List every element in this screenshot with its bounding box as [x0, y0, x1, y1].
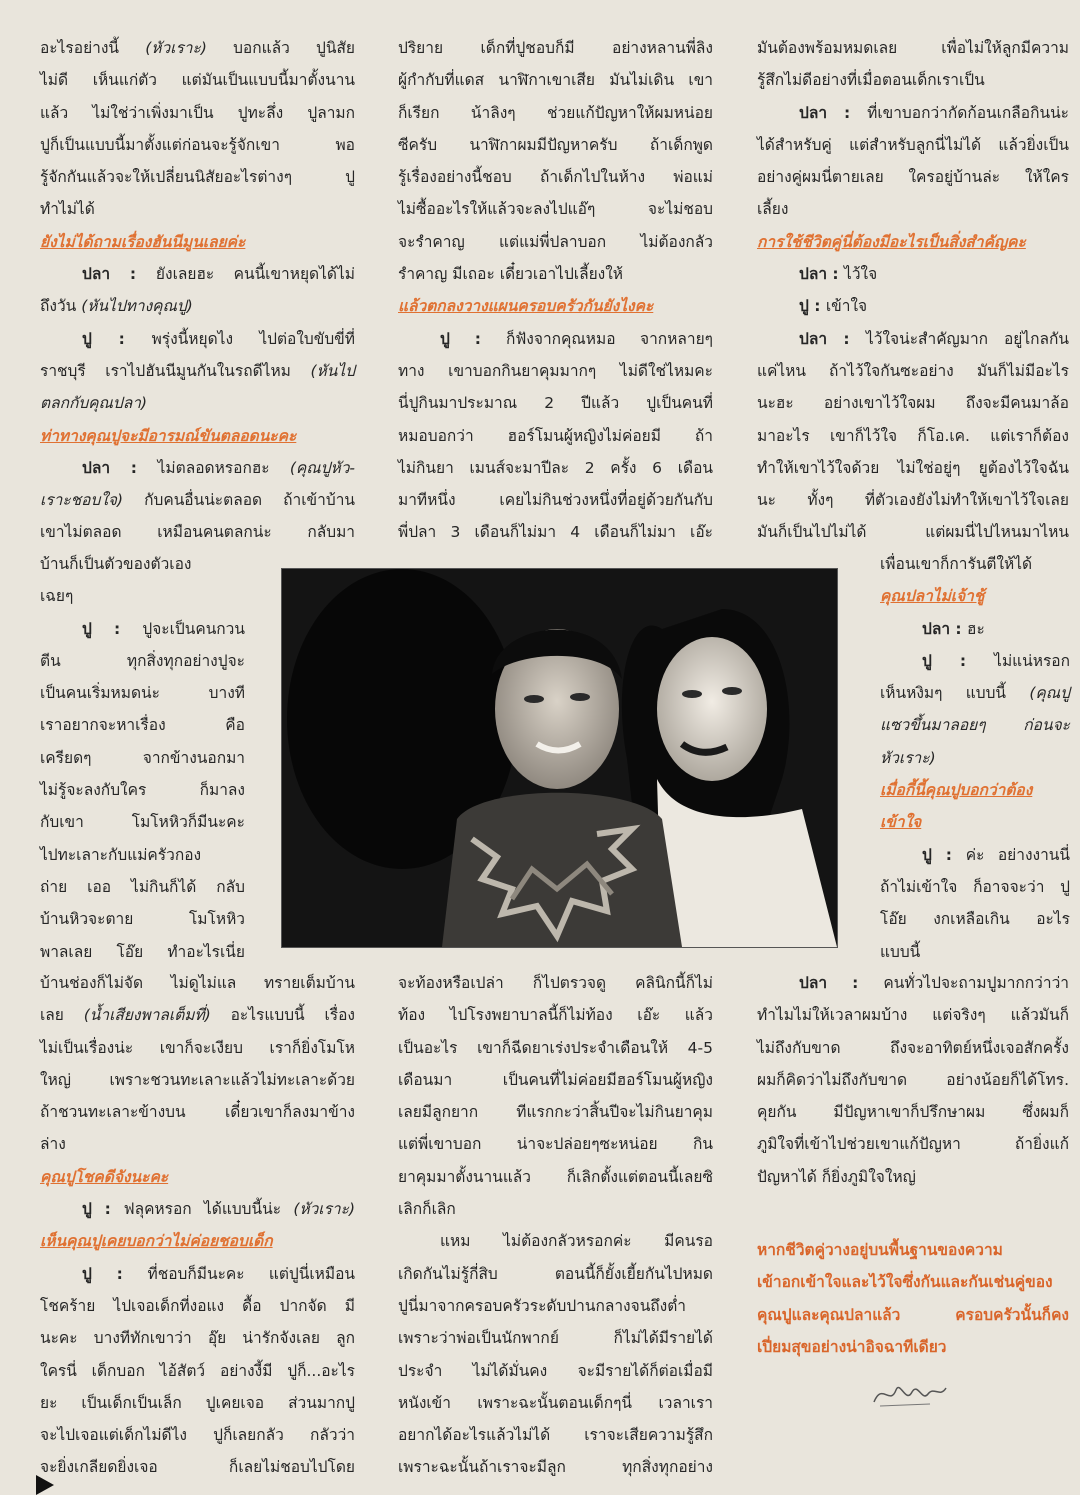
author-signature — [870, 1376, 950, 1412]
text-segment: ใครนี่ เด็กบอก ไอ้สัตว์ อย่างงี้มี ปูก็...อะไร — [40, 1361, 355, 1380]
text-segment: เป็นคนเริ่มหมดน่ะ บางที — [40, 684, 245, 703]
question-line — [880, 580, 1070, 612]
text-segment: นะ ทั้งๆ ที่ตัวเองยังไม่ทำให้เขาไว้ใจเลย — [757, 491, 1069, 510]
text-segment: เราอยากจะหาเรื่อง คือ — [40, 716, 245, 735]
column-1-wrap — [40, 548, 245, 968]
text-segment: เครียดๆ จากข้างนอกมา — [40, 748, 245, 767]
text-segment: บอกแล้ว ปูนิสัย — [206, 39, 355, 57]
text-segment: ไม่ซื้ออะไรให้แล้วจะลงไปแอ๊ๆ จะไม่ชอบ — [398, 200, 713, 219]
text-line — [757, 1161, 1069, 1193]
text-line — [40, 1419, 355, 1451]
text-segment: มันก็เป็นไปไม่ได้ แต่ผมนี่ไปไหนมาไหน — [757, 523, 1069, 542]
text-segment: ทำไม่ได้ — [40, 200, 95, 219]
text-segment: ยาคุมมาตั้งนานแล้ว ก็เลิกตั้งแต่ตอนนี้เลยซิ — [398, 1167, 713, 1186]
text-line — [398, 387, 713, 419]
text-line — [880, 709, 1070, 741]
speaker-label: ปลา : — [82, 458, 158, 477]
text-segment: พี่ปลา 3 เดือนก็ไม่มา 4 เดือนก็ไม่มา เอ๊ะ — [398, 523, 713, 542]
text-segment: พรุ่งนี้หยุดไง ไปต่อใบขับขี่ที่ — [151, 329, 355, 348]
text-segment: บ้านก็เป็นตัวของตัวเอง — [40, 555, 192, 573]
speaker-label: ปู : — [82, 1200, 124, 1219]
text-segment: คุยกัน มีปัญหาเขาก็ปรึกษาผม ซึ่งผมก็ — [757, 1103, 1069, 1122]
text-line — [757, 97, 1069, 129]
text-line — [40, 645, 245, 677]
speaker-label: ปู : — [799, 297, 826, 316]
text-segment: ที่ชอบก็มีนะคะ แต่ปูนี่เหมือน — [147, 1264, 355, 1283]
column-1-top — [40, 32, 355, 549]
text-segment: อยากได้อะไรแล้วไม่ได้ เราจะเสียความรู้สึก — [398, 1426, 713, 1445]
speaker-label: ปู : — [82, 329, 152, 348]
text-line — [40, 129, 355, 161]
text-segment: รู้สึกไม่ดีอย่างที่เมื่อตอนเด็กเราเป็น — [757, 71, 985, 90]
column-2-top — [398, 32, 713, 549]
text-line — [40, 936, 245, 968]
text-line — [398, 1258, 713, 1290]
text-line — [757, 420, 1069, 452]
text-segment: ใหญ่ เพราะชวนทะเลาะแล้วไม่ทะเลาะด้วย — [40, 1070, 355, 1089]
text-segment: ท้อง ไปโรงพยาบาลนี้ก็ไม่ท้อง เอ๊ะ แล้ว — [398, 1006, 713, 1025]
text-segment: ก็ฟังจากคุณหมอ จากหลายๆ — [505, 329, 713, 348]
text-segment: รู้จักกันแล้วจะให้เปลี่ยนนิสัยอะไรต่างๆ ปู — [40, 168, 355, 187]
column-3-top — [757, 32, 1069, 549]
text-segment: (หัวเราะ) — [145, 39, 207, 57]
text-line — [398, 193, 713, 225]
text-segment: ท่าทางคุณปูจะมีอารมณ์ขันตลอดนะคะ — [40, 426, 297, 445]
text-line — [40, 839, 245, 871]
text-segment: เข้าใจ — [825, 297, 868, 316]
text-segment: ตลกกับคุณปลา) — [40, 394, 148, 413]
text-segment: รู้เรื่องอย่างนี้ชอบ ถ้าเด็กไปในห้าง พ่อแม่ — [398, 168, 713, 187]
text-segment: เข้าใจ — [880, 813, 922, 832]
question-line — [40, 1161, 355, 1193]
speaker-label: ปลา : — [799, 974, 884, 992]
text-line — [40, 323, 355, 355]
text-line — [398, 1128, 713, 1160]
text-line — [757, 161, 1069, 193]
text-segment: ทำไมไม่ให้เวลาผมบ้าง แต่จริงๆ แล้วมันก็ — [757, 1006, 1069, 1025]
text-segment: แหม ไม่ต้องกลัวหรอกค่ะ มีคนรอ — [440, 1232, 713, 1251]
text-line — [40, 1128, 355, 1160]
text-segment: ก็เรียก น้าลิงๆ ช่วยแก้ปัญหาให้ผมหน่อย — [398, 103, 713, 122]
text-segment: นะฮะ อย่างเขาไว้ใจผม ถึงจะมีคนมาล้อ — [757, 394, 1069, 413]
text-line — [40, 1290, 355, 1322]
text-segment: ไม่ดี เห็นแก่ตัว แต่มันเป็นแบบนี้มาตั้งนาน — [40, 71, 355, 90]
text-line — [757, 355, 1069, 387]
text-line — [880, 839, 1070, 871]
text-segment: แล้วตกลงวางแผนครอบครัวกันยังไงคะ — [398, 297, 654, 316]
text-segment: ปริยาย เด็กที่ปูชอบก็มี อย่างหลานพี่ลิง — [398, 39, 713, 57]
text-segment: หัวเราะ) — [880, 748, 936, 767]
text-line — [880, 871, 1070, 903]
speaker-label: ปลา : — [922, 619, 968, 638]
text-segment: (หันไป — [310, 361, 355, 380]
speaker-label: ปลา : — [799, 265, 845, 284]
text-segment: คุณปูโชคดีจังนะคะ — [40, 1167, 169, 1186]
text-segment: ตีน ทุกสิ่งทุกอย่างปูจะ — [40, 651, 245, 670]
text-segment: ถ่าย เออ ไม่กินก็ได้ กลับ — [40, 877, 245, 896]
text-segment: คุณปลาไม่เจ้าชู้ — [880, 587, 985, 606]
text-line — [398, 129, 713, 161]
text-line — [398, 64, 713, 96]
text-line — [398, 1064, 713, 1096]
text-segment: จะไปเจอแต่เด็กไม่ดีไง ปูก็เลยกลัว กลัวว่า — [40, 1426, 355, 1445]
text-segment: ปูจะเป็นคนกวน — [142, 619, 245, 638]
text-segment: ที่เขาบอกว่ากัดก้อนเกลือกินน่ะ — [867, 103, 1069, 122]
text-line — [398, 258, 713, 290]
text-segment: มาอะไร เขาก็ไว้ใจ ก็โอ.เค. แต่เราก็ต้อง — [757, 426, 1069, 445]
text-segment: จะยิ่งเกลียดยิ่งเจอ ก็เลยไม่ชอบไปโดย — [40, 1458, 355, 1477]
text-segment: แล้ว ไม่ใช่ว่าเพิ่งมาเป็น ปูทะลึ่ง ปูลามก — [40, 103, 355, 122]
text-line — [398, 1419, 713, 1451]
text-segment: ไม่ตลอดหรอกฮะ — [157, 458, 290, 477]
text-line — [757, 129, 1069, 161]
text-line — [398, 516, 713, 548]
pull-quote-line: เข้าอกเข้าใจและไว้ใจซึ่งกันและกันเช่นคู่ของ — [757, 1273, 1053, 1292]
text-segment: ซีครับ นาฬิกาผมมีปัญหาครับ ถ้าเด็กพูด — [398, 135, 713, 154]
text-line — [880, 645, 1070, 677]
text-line — [40, 516, 355, 548]
text-segment: ยะ เป็นเด็กเป็นเล็ก ปูเคยเจอ ส่วนมากปู — [40, 1393, 355, 1412]
text-line — [40, 258, 355, 290]
text-line — [40, 64, 355, 96]
text-line — [398, 452, 713, 484]
question-line — [40, 420, 355, 452]
text-line — [40, 452, 355, 484]
speaker-label: ปู : — [922, 845, 966, 864]
pull-quote-line: คุณปูและคุณปลาแล้ว ครอบครัวนั้นก็คง — [757, 1305, 1069, 1324]
text-segment: แค่ไหน ถ้าไว้ใจกันซะอย่าง มันก็ไม่มีอะไร — [757, 361, 1069, 380]
text-line — [40, 1193, 355, 1225]
text-line — [757, 193, 1069, 225]
text-line — [40, 32, 355, 64]
text-segment: ยังเลยฮะ คนนี้เขาหยุดได้ไม่ — [155, 265, 355, 284]
text-segment: ไม่ถึงกับขาด ถึงจะอาทิตย์หนึ่งเจอสักครั้ง — [757, 1038, 1069, 1057]
text-line — [40, 806, 245, 838]
pull-quote — [757, 1234, 1069, 1363]
text-segment: ฟลุคหรอก ได้แบบนี้น่ะ — [123, 1200, 294, 1219]
column-1-bottom — [40, 967, 355, 1484]
text-line — [398, 1451, 713, 1483]
text-line — [757, 32, 1069, 64]
text-segment: อะไรอย่างนี้ — [40, 39, 146, 57]
text-line — [757, 64, 1069, 96]
text-line — [880, 742, 1070, 774]
text-segment: มันต้องพร้อมหมดเลย เพื่อไม่ให้ลูกมีความ — [757, 39, 1069, 57]
text-line — [40, 97, 355, 129]
text-segment: บ้านหิวจะตาย โมโหหิว — [40, 910, 245, 929]
text-segment: ไม่แน่หรอก — [994, 651, 1070, 670]
text-segment: ภูมิใจที่เข้าไปช่วยเขาแก้ปัญหา ถ้ายิ่งแก้ — [757, 1135, 1069, 1154]
text-segment: เป็นอะไร เขาก็ฉีดยาเร่งประจำเดือนให้ 4-5 — [398, 1038, 713, 1057]
text-line — [40, 1096, 355, 1128]
text-line — [398, 1355, 713, 1387]
question-line — [398, 290, 713, 322]
text-segment: (น้ำเสียงพาลเต็มที่) — [83, 1006, 211, 1025]
text-segment: ปูก็เป็นแบบนี้มาตั้งแต่ก่อนจะรู้จักเขา พอ — [40, 135, 355, 154]
text-segment: รำคาญ มีเถอะ เดี๋ยวเอาไปเลี้ยงให้ — [398, 265, 624, 284]
text-line — [880, 613, 1070, 645]
question-line — [40, 1225, 355, 1257]
text-segment: ถ้าไม่เข้าใจ ก็อาจจะว่า ปู — [880, 877, 1070, 896]
text-line — [40, 774, 245, 806]
text-segment: (คุณปูหัว- — [289, 458, 355, 477]
text-segment: ไม่รู้จะลงกับใคร ก็มาลง — [40, 781, 245, 800]
text-segment: หนังเข้า เพราะฉะนั้นตอนเด็กๆนี่ เวลาเรา — [398, 1393, 713, 1412]
text-segment: ประจำ ไม่ได้มั่นคง จะมีรายได้ก็ต่อเมื่อมี — [398, 1361, 713, 1380]
text-segment: คนทั่วไปจะถามปูมากกว่าว่า — [883, 974, 1069, 992]
text-line — [757, 452, 1069, 484]
text-segment: โชคร้าย ไปเจอเด็กที่งอแง ดื้อ ปากจัด มี — [40, 1296, 355, 1315]
text-segment: ฮะ — [967, 619, 985, 638]
text-line — [757, 323, 1069, 355]
text-line — [757, 999, 1069, 1031]
column-3-bottom — [757, 967, 1069, 1193]
text-segment: (คุณปู — [1029, 684, 1070, 703]
text-segment: ไม่กินยา เมนส์จะมาปีละ 2 ครั้ง 6 เดือน — [398, 458, 713, 477]
text-segment: ได้สำหรับคู่ แต่สำหรับลูกนี่ไม่ได้ แล้วยิ่งเป็น — [757, 135, 1069, 154]
text-line — [40, 871, 245, 903]
text-line — [398, 1161, 713, 1193]
pull-quote-line: หากชีวิตคู่วางอยู่บนพื้นฐานของความ — [757, 1241, 1003, 1259]
text-line — [398, 1032, 713, 1064]
text-line — [40, 1387, 355, 1419]
text-line — [398, 1193, 713, 1225]
text-segment: กับคนอื่นน่ะตลอด ถ้าเข้าบ้าน — [123, 491, 355, 510]
text-line — [40, 355, 355, 387]
text-line — [398, 226, 713, 258]
text-segment: กับเขา โมโหหิวก็มีนะคะ — [40, 813, 245, 832]
text-segment: โอ๊ย งกเหลือเกิน อะไร — [880, 910, 1070, 929]
speaker-label: ปลา : — [82, 265, 156, 284]
text-segment: อะไรแบบนี้ เรื่อง — [210, 1006, 355, 1025]
speaker-label: ปลา : — [799, 103, 868, 122]
text-line — [880, 936, 1070, 968]
page-arrow-icon — [36, 1475, 54, 1495]
speaker-label: ปู : — [82, 619, 143, 638]
text-segment: ผมก็คิดว่าไม่ถึงกับขาด อย่างน้อยก็ได้โทร. — [757, 1070, 1069, 1089]
question-line — [40, 226, 355, 258]
text-segment: ถ้าชวนทะเลาะข้างบน เดี๋ยวเขาก็ลงมาข้าง — [40, 1103, 355, 1122]
text-line — [40, 677, 245, 709]
text-line — [40, 1355, 355, 1387]
text-segment: ไปทะเลาะกับแม่ครัวกอง — [40, 845, 202, 864]
text-segment: เพราะว่าพ่อเป็นนักพากย์ ก็ไม่ได้มีรายได้ — [398, 1329, 713, 1348]
text-line — [757, 967, 1069, 999]
speaker-label: ปู : — [440, 329, 506, 348]
text-segment: แต่พี่เขาบอก น่าจะปล่อยๆซะหน่อย กิน — [398, 1135, 713, 1154]
text-segment: จะรำคาญ แต่แม่พี่ปลาบอก ไม่ต้องกลัว — [398, 232, 713, 251]
text-line — [40, 484, 355, 516]
text-segment: ผู้กำกับที่แดส นาฬิกาเขาเสีย มันไม่เดิน เขา — [398, 71, 713, 90]
text-segment: พาลเลย โอ๊ย ทำอะไรเนี่ย — [40, 942, 245, 961]
text-line — [757, 1096, 1069, 1128]
text-line — [40, 1322, 355, 1354]
speaker-label: ปู : — [922, 651, 995, 670]
text-segment: อย่างคู่ผมนี่ตายเลย ใครอยู่บ้านล่ะ ให้ใคร — [757, 168, 1069, 187]
text-segment: เกิดกันไม่รู้กี่สิบ ตอนนี้ก็ยั้งเยี้ยกันไปหมด — [398, 1264, 713, 1283]
text-line — [40, 999, 355, 1031]
text-line — [40, 1032, 355, 1064]
text-segment: มาทีหนึ่ง เคยไม่กินช่วงหนึ่งที่อยู่ด้วยกันกับ — [398, 491, 713, 510]
text-segment: ล่าง — [40, 1135, 66, 1154]
text-line — [398, 1322, 713, 1354]
text-line — [398, 999, 713, 1031]
text-segment: การใช้ชีวิตคู่นี่ต้องมีอะไรเป็นสิ่งสำคัญคะ — [757, 232, 1026, 251]
text-line — [40, 387, 355, 419]
text-line — [757, 1064, 1069, 1096]
text-segment: เราะชอบใจ) — [40, 491, 124, 510]
couple-photo — [281, 568, 838, 948]
text-line — [880, 677, 1070, 709]
text-line — [40, 193, 355, 225]
text-segment: ราชบุรี เราไปฮันนีมูนกันในรถดีไหม — [40, 361, 311, 380]
text-line — [40, 1258, 355, 1290]
text-line — [40, 967, 355, 999]
text-line — [398, 1290, 713, 1322]
text-segment: เลี้ยง — [757, 200, 789, 219]
speaker-label: ปู : — [82, 1264, 148, 1283]
text-line — [40, 290, 355, 322]
text-line — [757, 1128, 1069, 1160]
text-segment: นะคะ บางทีทักเขาว่า อุ๊ย น่ารักจังเลย ลูก — [40, 1329, 355, 1348]
text-segment: ปูนี่มาจากครอบครัวระดับปานกลางจนถึงต่ำ — [398, 1296, 687, 1315]
text-line — [398, 161, 713, 193]
text-segment: เห็นคุณปูเคยบอกว่าไม่ค่อยชอบเด็ก — [40, 1232, 273, 1251]
text-segment: ไว้ใจน่ะสำคัญมาก อยู่ไกลกัน — [865, 329, 1069, 348]
text-line — [757, 484, 1069, 516]
text-segment: เพราะฉะนั้นถ้าเราจะมีลูก ทุกสิ่งทุกอย่าง — [398, 1458, 713, 1477]
text-segment: ถึงวัน — [40, 297, 82, 316]
text-line — [398, 1096, 713, 1128]
text-line — [398, 1387, 713, 1419]
text-segment: หมอบอกว่า ฮอร์โมนผู้หญิงไม่ค่อยมี ถ้า — [398, 426, 713, 445]
text-segment: เลย — [40, 1006, 84, 1025]
text-line — [398, 32, 713, 64]
question-line — [757, 226, 1069, 258]
text-line — [880, 903, 1070, 935]
question-line — [880, 774, 1070, 806]
text-line — [398, 1225, 713, 1257]
text-segment: ยังไม่ได้ถามเรื่องฮันนีมูนเลยค่ะ — [40, 232, 246, 251]
text-line — [398, 97, 713, 129]
text-segment: บ้านช่องก็ไม่จัด ไม่ดูไม่แล ทรายเต็มบ้าน — [40, 974, 355, 992]
text-segment: ทาง เขาบอกกินยาคุมมากๆ ไม่ดีใช่ไหมคะ — [398, 361, 713, 380]
speaker-label: ปลา : — [799, 329, 866, 348]
column-3-wrap — [880, 548, 1070, 968]
text-line — [398, 484, 713, 516]
text-segment: ไว้ใจ — [844, 265, 878, 284]
text-line — [398, 355, 713, 387]
text-line — [757, 387, 1069, 419]
text-line — [40, 709, 245, 741]
text-segment: ไม่เป็นเรื่องน่ะ เขาก็จะเงียบ เราก็ยิ่งโมโห — [40, 1038, 355, 1057]
text-segment: เขาไม่ตลอด เหมือนคนตลกน่ะ กลับมา — [40, 523, 355, 542]
text-line — [40, 580, 245, 612]
text-line — [40, 548, 245, 580]
text-line — [757, 290, 1069, 322]
text-line — [398, 323, 713, 355]
text-segment: (หันไปทางคุณปู) — [81, 297, 193, 316]
pull-quote-line: เปี่ยมสุขอย่างน่าอิจฉาทีเดียว — [757, 1337, 947, 1356]
text-line — [40, 903, 245, 935]
text-segment: จะท้องหรือเปล่า ก็ไปตรวจดู คลินิกนี้ก็ไม่ — [398, 974, 713, 992]
text-line — [40, 742, 245, 774]
text-segment: แบบนี้ — [880, 942, 921, 961]
text-segment: ค่ะ อย่างงานนี่ — [965, 845, 1070, 864]
text-segment: เมื่อกี้นี้คุณปูบอกว่าต้อง — [880, 781, 1033, 800]
text-line — [40, 1064, 355, 1096]
text-line — [40, 1451, 355, 1483]
text-line — [757, 516, 1069, 548]
text-line — [40, 161, 355, 193]
text-segment: ทำให้เขาไว้ใจด้วย ไม่ใช่อยู่ๆ ยูต้องไว้ใจฉัน — [757, 458, 1069, 477]
text-segment: (หัวเราะ) — [293, 1200, 355, 1219]
text-line — [398, 420, 713, 452]
text-segment: เพื่อนเขาก็การันตีให้ได้ — [880, 555, 1033, 573]
text-line — [398, 967, 713, 999]
text-line — [40, 613, 245, 645]
couple-photo-illustration — [282, 569, 837, 947]
question-line — [880, 806, 1070, 838]
column-2-bottom — [398, 967, 713, 1484]
text-segment: เดือนมา เป็นคนที่ไม่ค่อยมีฮอร์โมนผู้หญิง — [398, 1070, 713, 1089]
text-segment: แซวขึ้นมาลอยๆ ก่อนจะ — [880, 716, 1070, 735]
text-segment: เลยมีลูกยาก ทีแรกกะว่าสิ้นปีจะไม่กินยาคุม — [398, 1103, 713, 1122]
text-segment: นี่ปูกินมาประมาณ 2 ปีแล้ว ปูเป็นคนที่ — [398, 394, 713, 413]
text-line — [880, 548, 1070, 580]
text-segment: เฉยๆ — [40, 587, 74, 606]
text-segment: ปัญหาได้ ก็ยิ่งภูมิใจใหญ่ — [757, 1167, 916, 1186]
text-line — [757, 258, 1069, 290]
text-line — [757, 1032, 1069, 1064]
text-segment: เห็นหงิมๆ แบบนี้ — [880, 684, 1030, 703]
text-segment: เลิกก็เลิก — [398, 1200, 456, 1219]
